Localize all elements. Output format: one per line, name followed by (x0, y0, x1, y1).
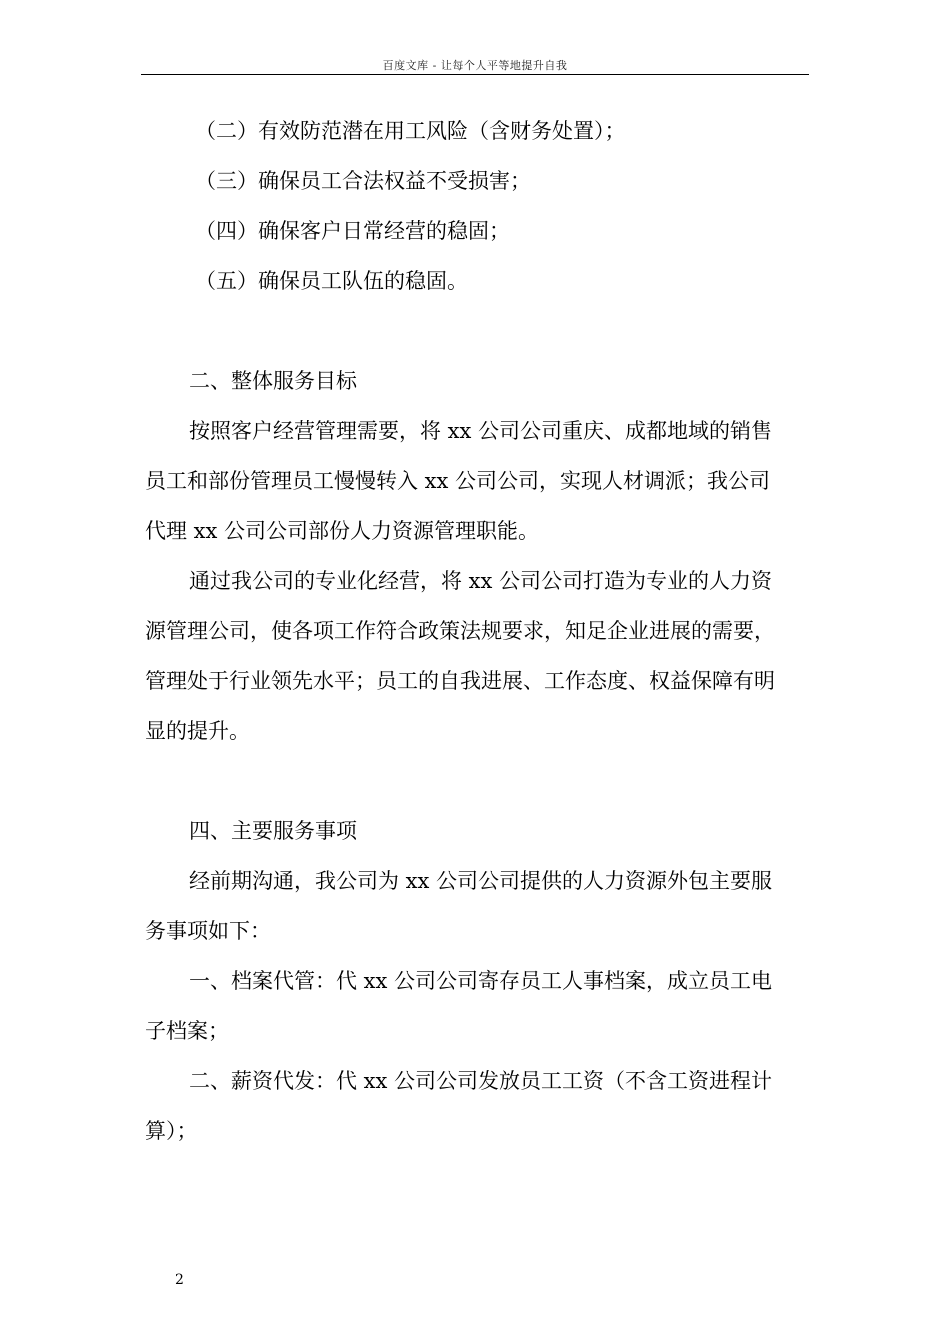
paragraph-line: 代理 xx 公司公司部份人力资源管理职能。 (145, 519, 540, 543)
blank-line (145, 756, 805, 806)
page-number: 2 (175, 1272, 184, 1288)
service-item-payroll-cont: 算）； (145, 1119, 198, 1143)
paragraph-line: 员工和部份管理员工慢慢转入 xx 公司公司，实现人材调派；我公司 (145, 469, 771, 493)
blank-line (145, 306, 805, 356)
paragraph-line: 源管理公司，使各项工作符合政策法规要求，知足企业进展的需要， (145, 619, 775, 643)
paragraph-line: 通过我公司的专业化经营，将 xx 公司公司打造为专业的人力资 (189, 569, 773, 593)
paragraph-line: 管理处于行业领先水平；员工的自我进展、工作态度、权益保障有明 (145, 669, 775, 693)
list-item: （四）确保客户日常经营的稳固； (195, 219, 510, 243)
header-text: 百度文库 - 让每个人平等地提升自我 (382, 59, 568, 72)
list-item: （三）确保员工合法权益不受损害； (195, 169, 531, 193)
service-item-payroll: 二、薪资代发：代 xx 公司公司发放员工工资（不含工资进程计 (189, 1069, 773, 1093)
paragraph-line: 经前期沟通，我公司为 xx 公司公司提供的人力资源外包主要服 (189, 869, 773, 893)
section-heading-main: 四、主要服务事项 (189, 819, 357, 843)
page-header (141, 60, 809, 75)
paragraph-line: 显的提升。 (145, 719, 250, 743)
paragraph-line: 务事项如下： (145, 919, 271, 943)
list-item: （二）有效防范潜在用工风险（含财务处置）； (195, 119, 626, 143)
document-body (145, 106, 805, 1156)
list-item: （五）确保员工队伍的稳固。 (195, 269, 468, 293)
service-item-archive-cont: 子档案； (145, 1019, 229, 1043)
paragraph-line: 按照客户经营管理需要，将 xx 公司公司重庆、成都地域的销售 (189, 419, 773, 443)
service-item-archive: 一、档案代管：代 xx 公司公司寄存员工人事档案，成立员工电 (189, 969, 773, 993)
section-heading-overall: 二、整体服务目标 (189, 369, 357, 393)
